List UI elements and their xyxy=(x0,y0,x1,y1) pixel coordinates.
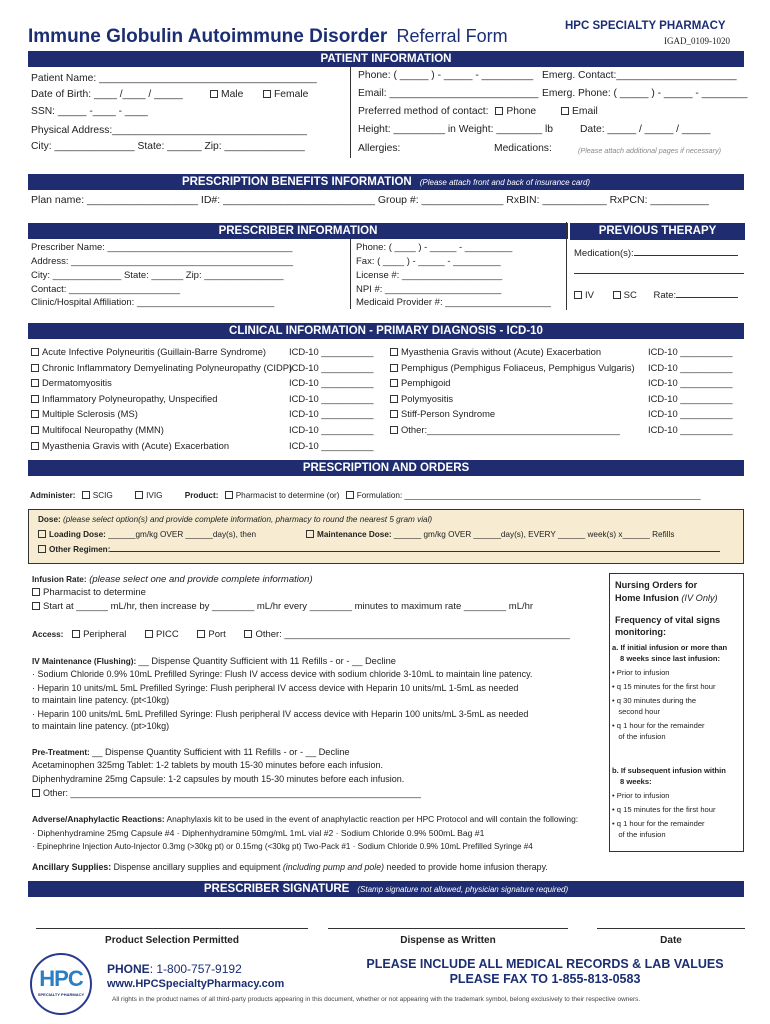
adverse-title: Adverse/Anaphylactic Reactions: Anaphylaxis kit to be used in the event of anaphylactic reaction per HPC Protocol and will contain the following: xyxy=(32,814,579,824)
orders-heading: PRESCRIPTION AND ORDERS xyxy=(28,460,744,476)
allergies[interactable]: Allergies: xyxy=(358,143,401,154)
footer-rights: All rights in the product names of all third-party products appearing in this document, whether or not appearing with the trademark symbol, belong exclusively to their respective owners. xyxy=(112,996,641,1003)
diagnosis-item[interactable]: Chronic Inflammatory Demyelinating Polyneuropathy (CIDP) xyxy=(31,362,292,373)
checkbox-icon[interactable] xyxy=(145,630,153,638)
prescriber-address[interactable]: Address: __________________________________________ xyxy=(31,256,294,267)
checkbox-icon[interactable] xyxy=(135,491,143,499)
license[interactable]: License #: ___________________ xyxy=(356,270,503,281)
icd-field[interactable]: ICD-10 __________ xyxy=(648,377,733,389)
pre-title: Pre-Treatment: __ Dispense Quantity Sufficient with 11 Refills - or - __ Decline xyxy=(32,747,350,757)
prescriber-fax[interactable]: Fax: ( ____ ) - _____ - _________ xyxy=(356,256,501,267)
checkbox-icon[interactable] xyxy=(210,90,218,98)
checkbox-icon[interactable] xyxy=(390,364,398,372)
access-port[interactable]: Port xyxy=(197,629,225,640)
benefits-heading: PRESCRIPTION BENEFITS INFORMATION (Please attach front and back of insurance card) xyxy=(28,174,744,190)
ancillary: Ancillary Supplies: Dispense ancillary supplies and equipment (including pump and pole) needed to provide home infusion therapy. xyxy=(32,862,548,872)
infusion-pharmacist[interactable]: Pharmacist to determine xyxy=(32,587,146,598)
nursing-item: of the infusion xyxy=(612,732,666,741)
patient-name[interactable]: Patient Name: ______________________________________ xyxy=(31,73,317,84)
ivm-sodium: · Sodium Chloride 0.9% 10mL Prefilled Syringe: Flush IV access device with sodium chloride 3-10mL to maintain line patency. xyxy=(32,669,533,679)
ivm-title: IV Maintenance (Flushing): __ Dispense Quantity Sufficient with 11 Refills - or - __ Decline xyxy=(32,656,396,666)
diagnosis-item[interactable]: Dermatomyositis xyxy=(31,377,112,388)
gender-male[interactable]: Male xyxy=(210,89,243,100)
previous-heading: PREVIOUS THERAPY xyxy=(570,223,745,240)
pharmacy-name: HPC SPECIALTY PHARMACY xyxy=(565,20,726,32)
patient-phone[interactable]: Phone: ( _____ ) - _____ - _________ xyxy=(358,70,534,81)
checkbox-icon[interactable] xyxy=(495,107,503,115)
ivm-heparin-100b: to maintain line patency. (pt>10kg) xyxy=(32,721,170,731)
gender-female[interactable]: Female xyxy=(263,89,308,100)
nursing-item: • Prior to infusion xyxy=(612,668,670,677)
sig-date-label: Date xyxy=(660,935,682,946)
diagnosis-item[interactable]: Polymyositis xyxy=(390,393,453,404)
contact-phone[interactable]: Phone xyxy=(495,106,536,117)
nursing-item: • q 30 minutes during the xyxy=(612,696,697,705)
checkbox-icon[interactable] xyxy=(32,588,40,596)
clinical-heading: CLINICAL INFORMATION - PRIMARY DIAGNOSIS - ICD-10 xyxy=(28,323,744,339)
ivm-heparin-10: · Heparin 10 units/mL 5mL Prefilled Syringe: Flush peripheral IV access device with Heparin 10 units/mL 1-5mL as needed xyxy=(32,683,519,693)
pre-other[interactable]: Other: ______________________________________________________________________ xyxy=(32,788,421,798)
height-weight[interactable]: Height: _________ in Weight: ________ lb xyxy=(358,124,554,135)
checkbox-icon[interactable] xyxy=(346,491,354,499)
checkbox-icon[interactable] xyxy=(197,630,205,638)
checkbox-icon[interactable] xyxy=(38,545,46,553)
checkbox-icon[interactable] xyxy=(31,379,39,387)
title-bold: Immune Globulin Autoimmune Disorder xyxy=(28,26,388,47)
diagnosis-item[interactable]: Pemphigoid xyxy=(390,377,451,388)
prev-medications[interactable]: Medication(s): xyxy=(574,248,738,259)
checkbox-icon[interactable] xyxy=(306,530,314,538)
checkbox-icon[interactable] xyxy=(32,789,40,797)
checkbox-icon[interactable] xyxy=(390,379,398,387)
meds-note: (Please attach additional pages if necessary) xyxy=(578,146,722,155)
title-light: Referral Form xyxy=(396,26,508,46)
icd-field[interactable]: ICD-10 __________ xyxy=(289,408,374,420)
other-regimen[interactable]: Other Regimen: xyxy=(38,545,720,554)
prescriber-divider xyxy=(350,239,351,309)
loading-dose[interactable]: Loading Dose: ______gm/kg OVER ______day(s), then xyxy=(38,530,256,539)
checkbox-icon[interactable] xyxy=(31,364,39,372)
checkbox-icon[interactable] xyxy=(31,395,39,403)
icd-field[interactable]: ICD-10 __________ xyxy=(289,439,374,451)
sig-line-1[interactable] xyxy=(36,928,308,929)
benefits-line[interactable]: Plan name: ___________________ ID#: __________________________ Group #: ______________ RxBIN: ___________ RxPCN: __________ xyxy=(31,194,709,206)
emerg-contact[interactable]: Emerg. Contact:_____________________ xyxy=(542,70,737,81)
checkbox-icon[interactable] xyxy=(82,491,90,499)
adverse-line-2: · Epinephrine Injection Auto-Injector 0.3mg (>30kg pt) or 0.15mg (<30kg pt) Two-Pack #1 · Sodium Chloride 0.9% 10mL Prefilled Syringe #4 xyxy=(32,842,533,851)
medicaid-provider[interactable]: Medicaid Provider #: ____________________ xyxy=(356,297,551,308)
product-pharmacist[interactable]: Pharmacist to determine (or) xyxy=(225,491,340,500)
diagnosis-item[interactable]: Multifocal Neuropathy (MMN) xyxy=(31,424,164,435)
infusion-title: Infusion Rate: (please select one and provide complete information) xyxy=(32,574,313,585)
icd-field[interactable]: ICD-10 __________ xyxy=(289,377,374,389)
prev-route[interactable]: IV SC Rate: xyxy=(574,290,738,301)
product-formulation[interactable]: Formulation: _________________________________________________________________ xyxy=(346,491,701,500)
checkbox-icon[interactable] xyxy=(390,410,398,418)
nursing-title: Nursing Orders for Home Infusion (IV Only) xyxy=(615,580,718,603)
infusion-start[interactable]: Start at ______ mL/hr, then increase by ________ mL/hr every ________ minutes to maximum rate ________ mL/hr xyxy=(32,601,533,612)
dose-title: Dose: (please select option(s) and provide complete information, pharmacy to round the nearest 5 gram vial) xyxy=(38,515,433,524)
patient-divider xyxy=(350,67,351,158)
prescriber-phone[interactable]: Phone: ( ____ ) - _____ - _________ xyxy=(356,242,513,253)
diagnosis-item[interactable]: Multiple Sclerosis (MS) xyxy=(31,408,138,419)
icd-field[interactable]: ICD-10 __________ xyxy=(289,392,374,404)
icd-field[interactable]: ICD-10 __________ xyxy=(648,424,733,435)
checkbox-icon[interactable] xyxy=(31,410,39,418)
checkbox-icon[interactable] xyxy=(574,291,582,299)
checkbox-icon[interactable] xyxy=(561,107,569,115)
checkbox-icon[interactable] xyxy=(31,426,39,434)
pre-acetaminophen: Acetaminophen 325mg Tablet: 1-2 tablets by mouth 15-30 minutes before each infusion. xyxy=(32,760,384,770)
sig-line-3[interactable] xyxy=(597,928,745,929)
dispense-written-label: Dispense as Written xyxy=(400,935,496,946)
icd-field[interactable]: ICD-10 __________ xyxy=(289,346,374,357)
checkbox-icon[interactable] xyxy=(32,602,40,610)
sig-line-2[interactable] xyxy=(328,928,568,929)
checkbox-icon[interactable] xyxy=(72,630,80,638)
patient-heading: PATIENT INFORMATION xyxy=(28,51,744,67)
icd-field[interactable]: ICD-10 __________ xyxy=(289,361,374,373)
clinic-affiliation[interactable]: Clinic/Hospital Affiliation: __________________________ xyxy=(31,297,275,308)
pre-diphenhydramine: Diphenhydramine 25mg Capsule: 1-2 capsules by mouth 15-30 minutes before each infusion. xyxy=(32,774,405,784)
patient-ssn[interactable]: SSN: _____ -____ - ____ xyxy=(31,106,148,117)
nursing-a: a. If initial infusion or more than 8 weeks since last infusion: • Prior to infusion • q 15 minutes for the first hour • q 30 minutes during the second hour • q 1 hour for the remainder of the infusion xyxy=(612,642,742,742)
patient-address[interactable]: Physical Address:__________________________________ xyxy=(31,125,307,136)
icd-field[interactable]: ICD-10 __________ xyxy=(648,392,733,404)
adverse-line-1: · Diphenhydramine 25mg Capsule #4 · Diphenhydramine 50mg/mL 1mL vial #2 · Sodium Chloride 0.9% 500mL Bag #1 xyxy=(32,828,485,838)
contact-email[interactable]: Email xyxy=(561,106,598,117)
diagnosis-item[interactable]: Other:_____________________________________ xyxy=(390,424,620,435)
nursing-item: second hour xyxy=(612,707,661,716)
patient-date[interactable]: Date: _____ / _____ / _____ xyxy=(580,124,711,135)
checkbox-icon[interactable] xyxy=(390,348,398,356)
diagnosis-item[interactable]: Inflammatory Polyneuropathy, Unspecified xyxy=(31,393,217,404)
diagnosis-item[interactable]: Pemphigus (Pemphigus Foliaceus, Pemphigus Vulgaris) xyxy=(390,362,635,373)
scig-option[interactable]: SCIG xyxy=(82,491,113,500)
diagnosis-item[interactable]: Stiff-Person Syndrome xyxy=(390,408,495,419)
prev-med-line xyxy=(574,273,744,274)
nursing-item: • q 15 minutes for the first hour xyxy=(612,682,716,691)
diagnosis-item[interactable]: Acute Infective Polyneuritis (Guillain-Barre Syndrome) xyxy=(31,346,266,357)
patient-dob[interactable]: Date of Birth: ____ /____ / _____ xyxy=(31,89,183,100)
medications[interactable]: Medications: xyxy=(494,143,552,154)
ivig-option[interactable]: IVIG xyxy=(135,491,162,500)
icd-field[interactable]: ICD-10 __________ xyxy=(648,408,733,420)
maintenance-dose[interactable]: Maintenance Dose: ______ gm/kg OVER ______day(s), EVERY ______ week(s) x______ Refills xyxy=(306,530,674,539)
administer-row: Administer: SCIG IVIG Product: Pharmacist to determine (or) Formulation: _________________________________________________________________ xyxy=(30,491,701,500)
freq-title: Frequency of vital signs monitoring: xyxy=(615,615,721,637)
nursing-item: • Prior to infusion xyxy=(612,791,670,800)
ivm-heparin-10b: to maintain line patency. (pt<10kg) xyxy=(32,695,170,705)
icd-field[interactable]: ICD-10 __________ xyxy=(289,424,374,435)
ivm-heparin-100: · Heparin 100 units/mL 5mL Prefilled Syringe: Flush peripheral IV access device with Heparin 100 units/mL 3-5mL as needed xyxy=(32,709,529,719)
icd-field[interactable]: ICD-10 __________ xyxy=(648,361,733,373)
nursing-b: b. If subsequent infusion within 8 weeks: • Prior to infusion • q 15 minutes for the first hour • q 1 hour for the remainder of the infusion xyxy=(612,765,742,840)
checkbox-icon[interactable] xyxy=(390,426,398,434)
contact-method: Preferred method of contact: Phone Email xyxy=(358,106,598,117)
product-selection-label: Product Selection Permitted xyxy=(105,935,239,946)
access-peripheral[interactable]: Peripheral xyxy=(72,629,126,640)
prescriber-heading: PRESCRIBER INFORMATION xyxy=(28,223,568,239)
nursing-item: • q 1 hour for the remainder xyxy=(612,721,705,730)
signature-heading: PRESCRIBER SIGNATURE (Stamp signature not allowed, physician signature required) xyxy=(28,881,744,897)
emerg-phone[interactable]: Emerg. Phone: ( _____ ) - _____ - ________ xyxy=(542,88,748,99)
prescriber-name[interactable]: Prescriber Name: ___________________________________ xyxy=(31,242,293,253)
npi[interactable]: NPI #: ______________________ xyxy=(356,284,502,295)
icd-field[interactable]: ICD-10 __________ xyxy=(648,346,733,357)
checkbox-icon[interactable] xyxy=(613,291,621,299)
access-picc[interactable]: PICC xyxy=(145,629,179,640)
footer-website[interactable]: www.HPCSpecialtyPharmacy.com xyxy=(107,978,285,990)
nursing-item: • q 15 minutes for the first hour xyxy=(612,805,716,814)
checkbox-icon[interactable] xyxy=(225,491,233,499)
diagnosis-item[interactable]: Myasthenia Gravis with (Acute) Exacerbation xyxy=(31,440,229,451)
form-code: IGAD_0109-1020 xyxy=(664,36,730,46)
access-other[interactable]: Other: ______________________________________________________ xyxy=(244,629,569,640)
checkbox-icon[interactable] xyxy=(263,90,271,98)
checkbox-icon[interactable] xyxy=(38,530,46,538)
footer-fax-info: PLEASE INCLUDE ALL MEDICAL RECORDS & LAB VALUES PLEASE FAX TO 1-855-813-0583 xyxy=(366,957,724,986)
nursing-item: of the infusion xyxy=(612,830,666,839)
patient-city[interactable]: City: ______________ State: ______ Zip: ______________ xyxy=(31,141,305,152)
diagnosis-item[interactable]: Myasthenia Gravis without (Acute) Exacerbation xyxy=(390,346,601,357)
previous-divider xyxy=(566,222,567,310)
checkbox-icon[interactable] xyxy=(390,395,398,403)
prescriber-contact[interactable]: Contact: _____________________ xyxy=(31,284,180,295)
checkbox-icon[interactable] xyxy=(31,348,39,356)
form-title xyxy=(28,26,508,48)
checkbox-icon[interactable] xyxy=(31,442,39,450)
nursing-item: • q 1 hour for the remainder xyxy=(612,819,705,828)
hpc-logo: HPC SPECIALTY PHARMACY xyxy=(30,953,92,1015)
access-row: Access: Peripheral PICC Port Other: ______________________________________________________ xyxy=(32,629,570,640)
checkbox-icon[interactable] xyxy=(244,630,252,638)
patient-email[interactable]: Email: __________________________ xyxy=(358,88,539,99)
footer-phone: PHONE: 1-800-757-9192 xyxy=(107,962,242,976)
prescriber-city[interactable]: City: _____________ State: ______ Zip: _______________ xyxy=(31,270,284,281)
